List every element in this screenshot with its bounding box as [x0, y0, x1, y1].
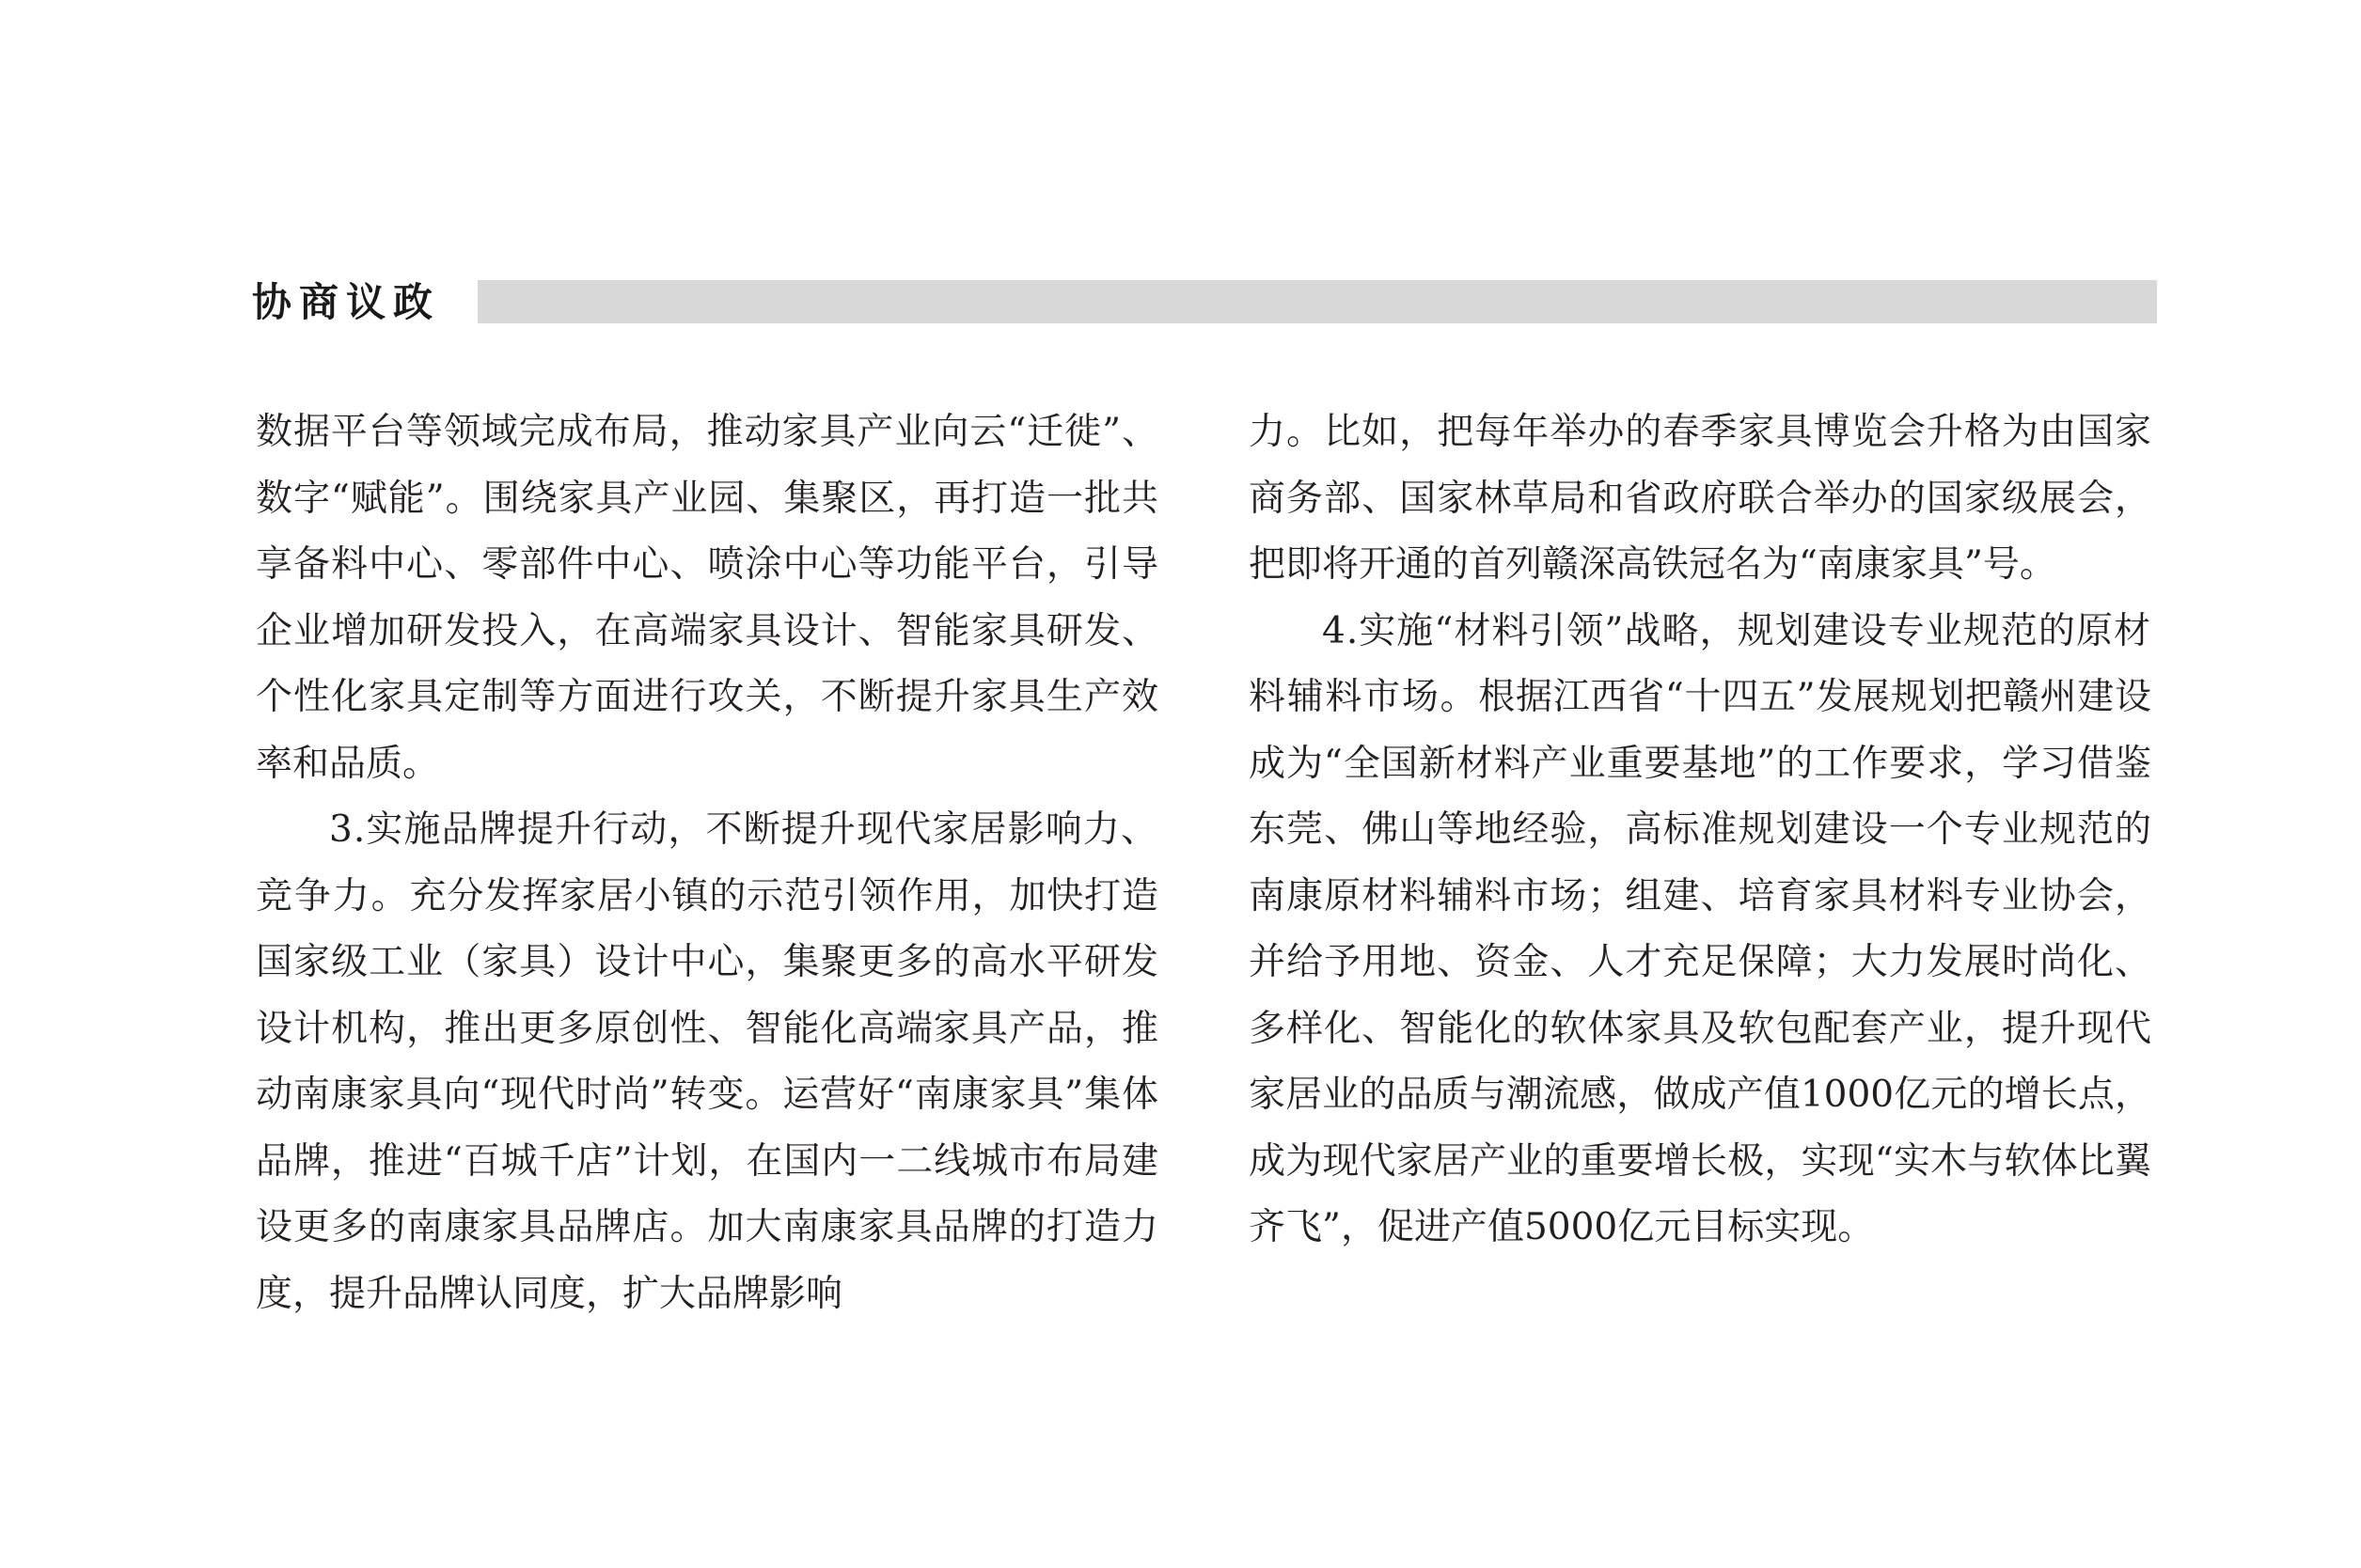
section-header — [252, 274, 2157, 331]
section-title: 协商议政 — [252, 279, 441, 325]
paragraph-body: 根据江西省“十四五”发展规划把赣州建设成为“全国新材料产业重要基地”的工作要求，学习借鉴东莞、佛山等地经验，高标准规划建设一个专业规范的南康原材料辅料市场；组建、培育家具材料专业协会，并给予用地、资金、人才充足保障；大力发展时尚化、多样化、智能化的软体家具及软包配套产业，提升现代家居业的品质与潮流感，做成产值1000亿元的增长点，成为现代家居产业的重要增长极，实现“实木与软体比翼齐飞”，促进产值5000亿元目标实现。 — [1249, 676, 2151, 1248]
paragraph-lead: 3.实施品牌提升行动，不断提升现代家居影响力、竞争力。 — [256, 808, 1158, 917]
paragraph: 力。比如，把每年举办的春季家具博览会升格为由国家商务部、国家林草局和省政府联合举办的国家级展会，把即将开通的首列赣深高铁冠名为“南康家具”号。 — [1249, 411, 2151, 586]
left-column — [256, 400, 1158, 1327]
paragraph-body: 充分发挥家居小镇的示范引领作用，加快打造国家级工业（家具）设计中心，集聚更多的高水平研发设计机构，推出更多原创性、智能化高端家具产品，推动南康家具向“现代时尚”转变。运营好“南康家具”集体品牌，推进“百城千店”计划，在国内一二线城市布局建设更多的南康家具品牌店。加大南康家具品牌的打造力度，提升品牌认同度，扩大品牌影响 — [256, 874, 1158, 1315]
paragraph — [1249, 599, 2151, 1262]
paragraph — [256, 797, 1158, 1327]
paragraph-lead: 4.实施“材料引领”战略，规划建设专业规范的原材料辅料市场。 — [1249, 609, 2151, 718]
header-bar — [478, 280, 2157, 323]
paragraph: 数据平台等领域完成布局，推动家具产业向云“迁徙”、数字“赋能”。围绕家具产业园、集聚区，再打造一批共享备料中心、零部件中心、喷涂中心等功能平台，引导企业增加研发投入，在高端家具设计、智能家具研发、个性化家具定制等方面进行攻关，不断提升家具生产效率和品质。 — [256, 411, 1158, 785]
right-column — [1249, 400, 2151, 1262]
